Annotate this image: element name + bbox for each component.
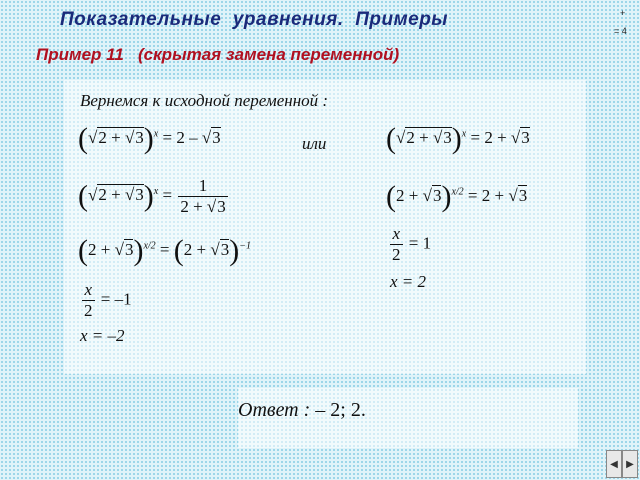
corner-plus: + — [620, 8, 626, 18]
intro-text: Вернемся к исходной переменной : — [80, 91, 329, 110]
equation-right-1: $(√2 + √3)^x = 2 + √3$ — [386, 122, 530, 155]
page-title: Показательные уравнения. Примеры — [60, 9, 449, 30]
answer-values: – 2; 2. — [315, 399, 366, 421]
equation-left-4: $\frac{x}{2}$ = –1 — [84, 280, 132, 320]
or-word: или — [302, 134, 327, 153]
equation-right-3: $\frac{x}{2}$ = 1 — [392, 224, 432, 264]
equation-left-2: $(√2 + √3)^x$ = $\frac{1}{2 + √3}$ — [78, 176, 226, 216]
prev-slide-icon: ◀ — [610, 458, 618, 470]
fraction: $\frac{1}{2 + √3}$ — [180, 176, 226, 216]
next-slide-icon: ▶ — [626, 458, 634, 470]
example-subtitle: Пример 11 (скрытая замена переменной) — [36, 45, 400, 64]
equation-left-3: $(2 + √3)^{x/2} = (2 + √3)^{-1}$ — [78, 234, 251, 267]
prev-slide-button[interactable] — [606, 450, 622, 478]
result-left: x = –2 — [80, 326, 125, 345]
answer — [238, 399, 366, 422]
corner-eq: = 4 — [614, 26, 627, 36]
answer-label: Ответ : — [238, 399, 311, 421]
equation-right-2: $(2 + √3)^{x/2} = 2 + √3$ — [386, 180, 528, 213]
equation-left-1: $(√2 + √3)^x = 2 - √3$ — [78, 122, 221, 155]
result-right: x = 2 — [390, 272, 427, 291]
next-slide-button[interactable] — [622, 450, 638, 478]
